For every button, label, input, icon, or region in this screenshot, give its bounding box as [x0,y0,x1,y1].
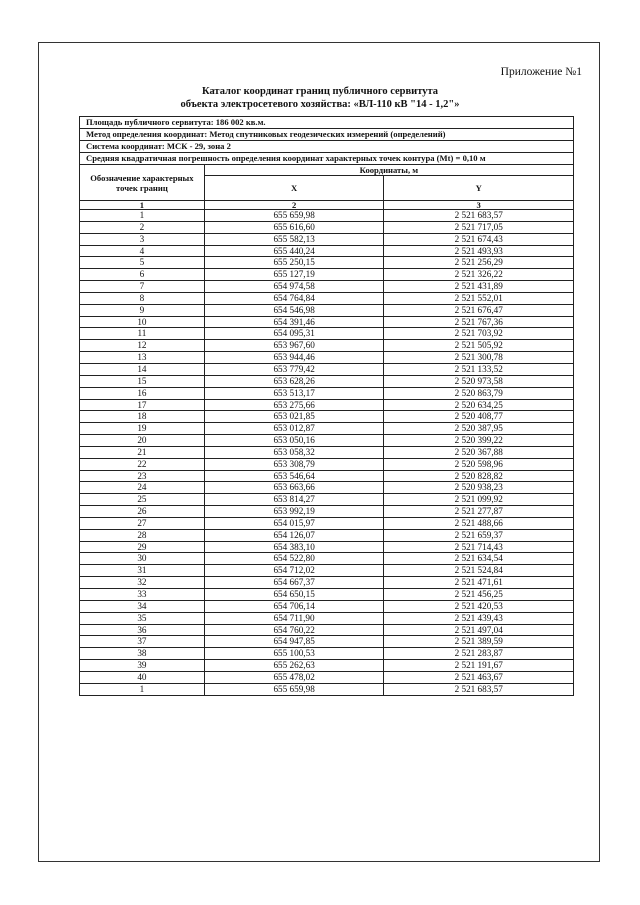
table-row [80,648,574,660]
point-number-cell: 38 [80,648,205,660]
x-coordinate-cell: 654 391,46 [204,316,384,328]
x-coordinate-cell: 655 582,13 [204,233,384,245]
x-coordinate-cell: 655 659,98 [204,683,384,695]
table-row [80,221,574,233]
table-row [80,245,574,257]
table-row [80,435,574,447]
y-coordinate-cell: 2 521 676,47 [384,304,574,316]
y-coordinate-cell: 2 520 367,88 [384,446,574,458]
y-coordinate-cell: 2 521 505,92 [384,340,574,352]
table-row [80,375,574,387]
x-coordinate-cell: 654 522,80 [204,553,384,565]
y-coordinate-cell: 2 521 683,57 [384,210,574,222]
point-number-cell: 24 [80,482,205,494]
y-coordinate-cell: 2 521 659,37 [384,529,574,541]
x-coordinate-cell: 654 095,31 [204,328,384,340]
title-line-1: Каталог координат границ публичного сервитута [201,86,439,97]
y-coordinate-cell: 2 521 300,78 [384,352,574,364]
x-coordinate-cell: 655 478,02 [204,671,384,683]
table-row [80,577,574,589]
table-row [80,636,574,648]
point-number-cell: 19 [80,423,205,435]
table-row [80,340,574,352]
x-coordinate-cell: 654 974,58 [204,281,384,293]
x-coordinate-cell: 654 947,85 [204,636,384,648]
x-coordinate-cell: 654 546,98 [204,304,384,316]
y-coordinate-cell: 2 520 408,77 [384,411,574,423]
y-coordinate-cell: 2 521 488,66 [384,517,574,529]
x-coordinate-cell: 655 616,60 [204,221,384,233]
x-coordinate-cell: 654 711,90 [204,612,384,624]
y-coordinate-cell: 2 521 389,59 [384,636,574,648]
point-number-cell: 34 [80,600,205,612]
x-coordinate-cell: 653 275,66 [204,399,384,411]
table-row [80,553,574,565]
y-coordinate-cell: 2 521 256,29 [384,257,574,269]
y-coordinate-cell: 2 521 767,36 [384,316,574,328]
point-number-cell: 21 [80,446,205,458]
x-coordinate-cell: 655 127,19 [204,269,384,281]
point-number-cell: 3 [80,233,205,245]
table-row [80,660,574,672]
y-header: Y [384,176,574,201]
table-row [80,494,574,506]
point-number-cell: 33 [80,589,205,601]
appendix-label: Приложение №1 [500,66,582,78]
table-row [80,411,574,423]
y-coordinate-cell: 2 521 493,93 [384,245,574,257]
table-row [80,541,574,553]
y-coordinate-cell: 2 521 326,22 [384,269,574,281]
x-coordinate-cell: 653 513,17 [204,387,384,399]
point-number-cell: 31 [80,565,205,577]
table-row [80,600,574,612]
table-row [80,482,574,494]
point-number-cell: 5 [80,257,205,269]
point-number-cell: 29 [80,541,205,553]
point-number-cell: 11 [80,328,205,340]
table-row [80,257,574,269]
table-row [80,470,574,482]
y-coordinate-cell: 2 521 524,84 [384,565,574,577]
y-coordinate-cell: 2 521 703,92 [384,328,574,340]
x-coordinate-cell: 653 628,26 [204,375,384,387]
point-number-cell: 23 [80,470,205,482]
point-number-cell: 39 [80,660,205,672]
x-coordinate-cell: 654 650,15 [204,589,384,601]
x-coordinate-cell: 655 262,63 [204,660,384,672]
y-coordinate-cell: 2 521 674,43 [384,233,574,245]
y-coordinate-cell: 2 520 863,79 [384,387,574,399]
table-row [80,399,574,411]
x-coordinate-cell: 655 250,15 [204,257,384,269]
y-coordinate-cell: 2 520 828,82 [384,470,574,482]
y-coordinate-cell: 2 520 598,96 [384,458,574,470]
point-number-cell: 7 [80,281,205,293]
x-coordinate-cell: 655 100,53 [204,648,384,660]
point-number-cell: 20 [80,435,205,447]
y-coordinate-cell: 2 521 471,61 [384,577,574,589]
x-coordinate-cell: 653 546,64 [204,470,384,482]
table-row [80,446,574,458]
x-coordinate-cell: 653 814,27 [204,494,384,506]
table-row [80,589,574,601]
point-number-cell: 12 [80,340,205,352]
table-row [80,316,574,328]
table-row [80,529,574,541]
coords-header: Координаты, м [204,165,573,176]
point-number-cell: 30 [80,553,205,565]
table-row [80,506,574,518]
point-number-cell: 6 [80,269,205,281]
y-coordinate-cell: 2 521 099,92 [384,494,574,506]
coordinates-table [79,116,574,696]
point-number-cell: 37 [80,636,205,648]
table-row [80,387,574,399]
title-line-2: объекта электросетевого хозяйства: «ВЛ-110 кВ "14 - 1,2"» [180,99,460,110]
x-coordinate-cell: 653 992,19 [204,506,384,518]
point-number-cell: 14 [80,363,205,375]
x-coordinate-cell: 653 308,79 [204,458,384,470]
x-coordinate-cell: 653 050,16 [204,435,384,447]
y-coordinate-cell: 2 521 714,43 [384,541,574,553]
table-row [80,328,574,340]
table-row [80,352,574,364]
col-number-2: 2 [204,201,384,210]
y-coordinate-cell: 2 521 717,05 [384,221,574,233]
x-coordinate-cell: 653 779,42 [204,363,384,375]
table-row [80,233,574,245]
y-coordinate-cell: 2 521 431,89 [384,281,574,293]
point-number-cell: 10 [80,316,205,328]
y-coordinate-cell: 2 521 552,01 [384,292,574,304]
point-number-cell: 9 [80,304,205,316]
y-coordinate-cell: 2 521 497,04 [384,624,574,636]
system-info: Система координат: МСК - 29, зона 2 [80,141,574,153]
y-coordinate-cell: 2 521 463,67 [384,671,574,683]
y-coordinate-cell: 2 521 277,87 [384,506,574,518]
point-number-cell: 16 [80,387,205,399]
point-number-cell: 4 [80,245,205,257]
point-number-cell: 27 [80,517,205,529]
table-row [80,269,574,281]
table-row [80,363,574,375]
point-number-cell: 1 [80,210,205,222]
table-row [80,624,574,636]
y-coordinate-cell: 2 520 634,25 [384,399,574,411]
table-row [80,292,574,304]
y-coordinate-cell: 2 520 973,58 [384,375,574,387]
x-coordinate-cell: 654 126,07 [204,529,384,541]
point-number-cell: 36 [80,624,205,636]
table-row [80,683,574,695]
y-coordinate-cell: 2 520 399,22 [384,435,574,447]
error-info: Средняя квадратичная погрешность определения координат характерных точек контура (Mt) = 0,10 м [80,153,574,165]
point-number-cell: 15 [80,375,205,387]
table-row [80,423,574,435]
method-info: Метод определения координат: Метод спутниковых геодезических измерений (определений) [80,129,574,141]
point-number-cell: 26 [80,506,205,518]
x-coordinate-cell: 653 012,87 [204,423,384,435]
point-number-cell: 28 [80,529,205,541]
x-coordinate-cell: 655 659,98 [204,210,384,222]
point-number-cell: 18 [80,411,205,423]
x-header: X [204,176,384,201]
y-coordinate-cell: 2 520 938,23 [384,482,574,494]
point-number-cell: 25 [80,494,205,506]
table-row [80,458,574,470]
point-number-cell: 40 [80,671,205,683]
point-number-cell: 1 [80,683,205,695]
x-coordinate-cell: 654 383,10 [204,541,384,553]
point-number-cell: 35 [80,612,205,624]
y-coordinate-cell: 2 521 634,54 [384,553,574,565]
x-coordinate-cell: 654 667,37 [204,577,384,589]
table-row [80,281,574,293]
x-coordinate-cell: 653 058,32 [204,446,384,458]
x-coordinate-cell: 654 712,02 [204,565,384,577]
table-row [80,517,574,529]
table-row [80,304,574,316]
point-number-cell: 13 [80,352,205,364]
point-number-cell: 2 [80,221,205,233]
y-coordinate-cell: 2 521 191,67 [384,660,574,672]
y-coordinate-cell: 2 521 283,87 [384,648,574,660]
point-number-cell: 22 [80,458,205,470]
document-title [0,85,640,111]
point-header: Обозначение характерных точек границ [80,165,205,201]
x-coordinate-cell: 654 015,97 [204,517,384,529]
x-coordinate-cell: 653 967,60 [204,340,384,352]
table-row [80,612,574,624]
area-info: Площадь публичного сервитута: 186 002 кв.м. [80,117,574,129]
table-row [80,210,574,222]
table-row [80,565,574,577]
point-number-cell: 32 [80,577,205,589]
point-number-cell: 8 [80,292,205,304]
y-coordinate-cell: 2 521 420,53 [384,600,574,612]
x-coordinate-cell: 655 440,24 [204,245,384,257]
y-coordinate-cell: 2 521 683,57 [384,683,574,695]
y-coordinate-cell: 2 521 133,52 [384,363,574,375]
x-coordinate-cell: 653 663,66 [204,482,384,494]
x-coordinate-cell: 653 021,85 [204,411,384,423]
x-coordinate-cell: 653 944,46 [204,352,384,364]
y-coordinate-cell: 2 521 439,43 [384,612,574,624]
point-number-cell: 17 [80,399,205,411]
y-coordinate-cell: 2 520 387,95 [384,423,574,435]
x-coordinate-cell: 654 760,22 [204,624,384,636]
x-coordinate-cell: 654 764,84 [204,292,384,304]
x-coordinate-cell: 654 706,14 [204,600,384,612]
col-number-3: 3 [384,201,574,210]
col-number-1: 1 [80,201,205,210]
table-row [80,671,574,683]
y-coordinate-cell: 2 521 456,25 [384,589,574,601]
